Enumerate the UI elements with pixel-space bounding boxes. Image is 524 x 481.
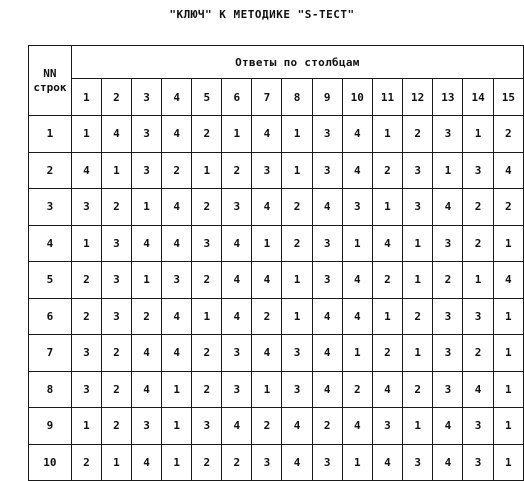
answer-cell: 1 <box>192 298 222 335</box>
table-row <box>29 262 524 299</box>
answer-cell: 4 <box>162 116 192 153</box>
column-number: 12 <box>403 79 433 116</box>
answer-cell: 4 <box>433 444 463 481</box>
columns-header: Ответы по столбцам <box>71 46 523 79</box>
row-number: 6 <box>29 298 72 335</box>
answer-cell: 1 <box>493 298 523 335</box>
answer-cell: 1 <box>403 335 433 372</box>
answer-cell: 4 <box>433 408 463 445</box>
column-number: 1 <box>71 79 101 116</box>
answer-cell: 3 <box>252 444 282 481</box>
answer-cell: 2 <box>252 298 282 335</box>
answer-cell: 1 <box>162 408 192 445</box>
answer-cell: 3 <box>312 225 342 262</box>
answer-cell: 2 <box>252 408 282 445</box>
answer-cell: 4 <box>493 262 523 299</box>
answer-cell: 3 <box>403 444 433 481</box>
column-number: 6 <box>222 79 252 116</box>
answer-cell: 4 <box>162 298 192 335</box>
answer-cell: 3 <box>282 335 312 372</box>
answer-cell: 4 <box>463 371 493 408</box>
answer-key-table <box>28 45 524 481</box>
answer-cell: 4 <box>162 225 192 262</box>
answer-cell: 3 <box>312 444 342 481</box>
answer-cell: 1 <box>282 298 312 335</box>
answer-cell: 2 <box>101 189 131 226</box>
table-row <box>29 371 524 408</box>
row-number: 2 <box>29 152 72 189</box>
table-row <box>29 152 524 189</box>
answer-cell: 1 <box>162 371 192 408</box>
answer-cell: 1 <box>403 225 433 262</box>
answer-cell: 1 <box>342 335 372 372</box>
column-number: 7 <box>252 79 282 116</box>
answer-cell: 3 <box>433 335 463 372</box>
answer-cell: 4 <box>222 298 252 335</box>
answer-cell: 2 <box>433 262 463 299</box>
table-row <box>29 335 524 372</box>
column-number: 4 <box>162 79 192 116</box>
answer-cell: 2 <box>162 152 192 189</box>
answer-cell: 2 <box>222 152 252 189</box>
answer-cell: 3 <box>101 298 131 335</box>
answer-cell: 3 <box>222 189 252 226</box>
column-number: 13 <box>433 79 463 116</box>
table-row <box>29 444 524 481</box>
answer-cell: 1 <box>342 225 372 262</box>
answer-cell: 2 <box>132 298 162 335</box>
answer-cell: 1 <box>493 408 523 445</box>
answer-cell: 2 <box>282 225 312 262</box>
answer-cell: 2 <box>71 298 101 335</box>
column-number: 5 <box>192 79 222 116</box>
answer-cell: 3 <box>252 152 282 189</box>
answer-cell: 2 <box>403 371 433 408</box>
answer-cell: 1 <box>433 152 463 189</box>
answer-cell: 2 <box>192 189 222 226</box>
answer-cell: 1 <box>372 116 402 153</box>
answer-cell: 2 <box>493 189 523 226</box>
answer-cell: 2 <box>463 189 493 226</box>
answer-cell: 1 <box>222 116 252 153</box>
answer-cell: 1 <box>403 408 433 445</box>
answer-cell: 3 <box>312 262 342 299</box>
answer-cell: 1 <box>372 298 402 335</box>
answer-cell: 3 <box>433 371 463 408</box>
column-number: 14 <box>463 79 493 116</box>
answer-cell: 4 <box>433 189 463 226</box>
answer-cell: 2 <box>192 335 222 372</box>
answer-cell: 3 <box>222 335 252 372</box>
answer-cell: 4 <box>252 189 282 226</box>
answer-cell: 1 <box>463 262 493 299</box>
row-header-line1: NN <box>43 66 57 80</box>
answer-cell: 2 <box>192 371 222 408</box>
answer-cell: 4 <box>372 225 402 262</box>
answer-cell: 1 <box>71 408 101 445</box>
answer-cell: 3 <box>463 408 493 445</box>
answer-cell: 4 <box>312 189 342 226</box>
answer-cell: 4 <box>493 152 523 189</box>
answer-cell: 1 <box>493 444 523 481</box>
answer-cell: 1 <box>252 371 282 408</box>
answer-cell: 3 <box>342 189 372 226</box>
answer-cell: 4 <box>342 262 372 299</box>
answer-cell: 2 <box>222 444 252 481</box>
answer-cell: 2 <box>101 371 131 408</box>
answer-cell: 3 <box>132 116 162 153</box>
answer-cell: 4 <box>312 371 342 408</box>
answer-cell: 2 <box>101 408 131 445</box>
answer-cell: 4 <box>132 335 162 372</box>
answer-cell: 3 <box>71 189 101 226</box>
answer-cell: 3 <box>433 116 463 153</box>
answer-cell: 3 <box>433 298 463 335</box>
answer-cell: 2 <box>403 298 433 335</box>
row-number-header <box>29 46 72 116</box>
answer-cell: 3 <box>222 371 252 408</box>
column-number: 2 <box>101 79 131 116</box>
answer-cell: 1 <box>71 225 101 262</box>
answer-cell: 2 <box>463 225 493 262</box>
answer-cell: 3 <box>433 225 463 262</box>
answer-cell: 4 <box>312 298 342 335</box>
answer-cell: 3 <box>463 444 493 481</box>
answer-cell: 2 <box>282 189 312 226</box>
row-number: 9 <box>29 408 72 445</box>
column-number: 11 <box>372 79 402 116</box>
answer-cell: 2 <box>342 371 372 408</box>
table-row <box>29 298 524 335</box>
answer-cell: 4 <box>132 371 162 408</box>
answer-cell: 4 <box>342 408 372 445</box>
row-header-line2: строк <box>33 80 67 94</box>
column-numbers-row <box>29 79 524 116</box>
answer-cell: 1 <box>282 262 312 299</box>
answer-cell: 3 <box>71 335 101 372</box>
answer-cell: 3 <box>162 262 192 299</box>
answer-cell: 3 <box>101 225 131 262</box>
answer-cell: 3 <box>463 298 493 335</box>
answer-cell: 4 <box>342 116 372 153</box>
answer-cell: 4 <box>342 152 372 189</box>
answer-cell: 3 <box>403 189 433 226</box>
answer-cell: 3 <box>132 408 162 445</box>
answer-cell: 4 <box>252 116 282 153</box>
answer-cell: 3 <box>132 152 162 189</box>
column-number: 9 <box>312 79 342 116</box>
row-number: 7 <box>29 335 72 372</box>
answer-cell: 1 <box>252 225 282 262</box>
answer-cell: 4 <box>252 262 282 299</box>
answer-cell: 1 <box>282 152 312 189</box>
answer-cell: 2 <box>463 335 493 372</box>
table-row <box>29 408 524 445</box>
answer-cell: 2 <box>493 116 523 153</box>
answer-cell: 1 <box>162 444 192 481</box>
table-row <box>29 189 524 226</box>
row-number: 5 <box>29 262 72 299</box>
answer-cell: 2 <box>403 116 433 153</box>
answer-cell: 3 <box>403 152 433 189</box>
answer-cell: 1 <box>493 225 523 262</box>
answer-cell: 2 <box>71 262 101 299</box>
answer-cell: 2 <box>192 116 222 153</box>
column-number: 15 <box>493 79 523 116</box>
answer-cell: 4 <box>312 335 342 372</box>
answer-cell: 1 <box>192 152 222 189</box>
answer-cell: 3 <box>101 262 131 299</box>
answer-cell: 3 <box>312 152 342 189</box>
answer-cell: 2 <box>192 444 222 481</box>
page-title: "КЛЮЧ" К МЕТОДИКЕ "S-ТЕСТ" <box>169 8 355 21</box>
answer-cell: 2 <box>101 335 131 372</box>
row-number: 4 <box>29 225 72 262</box>
answer-cell: 3 <box>312 116 342 153</box>
answer-cell: 3 <box>192 225 222 262</box>
answer-cell: 4 <box>71 152 101 189</box>
answer-cell: 1 <box>71 116 101 153</box>
answer-cell: 4 <box>372 444 402 481</box>
answer-cell: 3 <box>463 152 493 189</box>
answer-cell: 4 <box>342 298 372 335</box>
answer-cell: 1 <box>342 444 372 481</box>
answer-cell: 2 <box>372 335 402 372</box>
answer-cell: 4 <box>372 371 402 408</box>
answer-cell: 4 <box>162 335 192 372</box>
answer-cell: 4 <box>222 225 252 262</box>
row-number: 8 <box>29 371 72 408</box>
answer-cell: 4 <box>282 408 312 445</box>
answer-cell: 1 <box>132 189 162 226</box>
answer-cell: 1 <box>463 116 493 153</box>
answer-cell: 4 <box>252 335 282 372</box>
answer-cell: 3 <box>372 408 402 445</box>
row-number: 3 <box>29 189 72 226</box>
answer-cell: 2 <box>372 152 402 189</box>
answer-cell: 1 <box>282 116 312 153</box>
answer-cell: 2 <box>71 444 101 481</box>
column-number: 8 <box>282 79 312 116</box>
answer-cell: 4 <box>101 116 131 153</box>
answer-cell: 3 <box>192 408 222 445</box>
answer-cell: 1 <box>493 335 523 372</box>
answer-cell: 4 <box>132 225 162 262</box>
column-number: 3 <box>132 79 162 116</box>
answer-cell: 4 <box>162 189 192 226</box>
table-row <box>29 116 524 153</box>
answer-cell: 1 <box>132 262 162 299</box>
answer-cell: 4 <box>282 444 312 481</box>
answer-cell: 4 <box>222 408 252 445</box>
row-number: 10 <box>29 444 72 481</box>
answer-cell: 2 <box>192 262 222 299</box>
header-row <box>29 46 524 79</box>
answer-cell: 1 <box>372 189 402 226</box>
answer-cell: 4 <box>132 444 162 481</box>
answer-cell: 1 <box>101 152 131 189</box>
answer-cell: 4 <box>222 262 252 299</box>
answer-cell: 1 <box>403 262 433 299</box>
answer-cell: 3 <box>282 371 312 408</box>
answer-cell: 3 <box>71 371 101 408</box>
row-number: 1 <box>29 116 72 153</box>
answer-cell: 1 <box>101 444 131 481</box>
answer-cell: 2 <box>372 262 402 299</box>
table-row <box>29 225 524 262</box>
column-number: 10 <box>342 79 372 116</box>
answer-cell: 2 <box>312 408 342 445</box>
answer-cell: 1 <box>493 371 523 408</box>
